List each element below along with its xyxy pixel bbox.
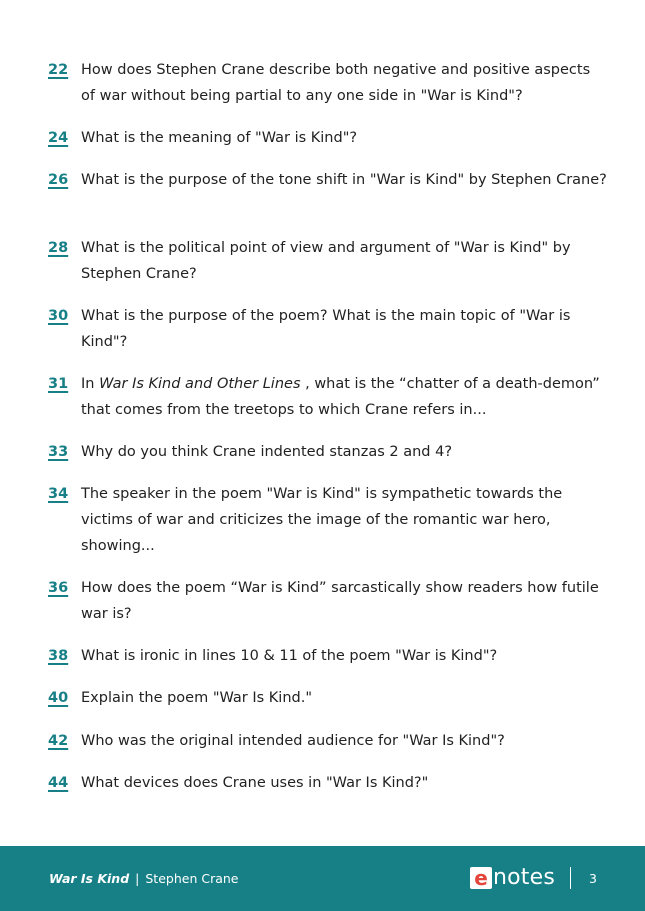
list-item bbox=[48, 643, 608, 669]
list-item bbox=[48, 685, 608, 711]
question-text: Why do you think Crane indented stanzas 2 and 4? bbox=[81, 444, 453, 460]
question-text: Who was the original intended audience for "War Is Kind"? bbox=[81, 733, 505, 749]
question-number-link[interactable]: 44 bbox=[48, 775, 69, 791]
question-number-link[interactable]: 30 bbox=[48, 308, 69, 324]
question-text: Explain the poem "War Is Kind." bbox=[81, 690, 313, 706]
question-remainder: , what is the “chatter of a death-demon” that comes from the treetops to which Crane refers in... bbox=[81, 376, 600, 418]
question-text: What is the political point of view and argument of "War is Kind" by Stephen Crane? bbox=[81, 240, 571, 282]
page-number: 3 bbox=[589, 871, 597, 886]
logo-wordmark: notes bbox=[493, 865, 556, 890]
question-number-link[interactable]: 40 bbox=[48, 690, 69, 706]
list-item bbox=[48, 770, 608, 796]
list-item bbox=[48, 125, 608, 151]
footer-title bbox=[49, 871, 238, 887]
question-text: What devices does Crane uses in "War Is Kind?" bbox=[81, 775, 429, 791]
question-text bbox=[81, 371, 608, 423]
question-prefix: In bbox=[81, 376, 100, 392]
list-item bbox=[48, 303, 608, 355]
logo-e-icon: e bbox=[470, 867, 492, 889]
question-number-link[interactable]: 26 bbox=[48, 172, 69, 188]
list-item bbox=[48, 439, 608, 465]
list-item bbox=[48, 481, 608, 559]
footer-author: Stephen Crane bbox=[145, 871, 239, 886]
list-item bbox=[48, 235, 608, 287]
list-item bbox=[48, 728, 608, 754]
book-title-italic: War Is Kind and Other Lines bbox=[99, 376, 301, 392]
question-number-link[interactable]: 34 bbox=[48, 486, 69, 502]
list-item bbox=[48, 167, 608, 193]
question-text: How does the poem “War is Kind” sarcastically show readers how futile war is? bbox=[81, 580, 599, 622]
list-item bbox=[48, 371, 608, 423]
question-number-link[interactable]: 36 bbox=[48, 580, 69, 596]
list-item bbox=[48, 575, 608, 627]
footer-divider bbox=[570, 867, 571, 889]
question-number-link[interactable]: 28 bbox=[48, 240, 69, 256]
enotes-logo bbox=[470, 864, 555, 892]
list-item bbox=[48, 57, 608, 109]
question-number-link[interactable]: 38 bbox=[48, 648, 69, 664]
question-text: What is the purpose of the poem? What is the main topic of "War is Kind"? bbox=[81, 308, 571, 350]
question-number-link[interactable]: 33 bbox=[48, 444, 69, 460]
question-number-link[interactable]: 42 bbox=[48, 733, 69, 749]
question-text: What is ironic in lines 10 & 11 of the poem "War is Kind"? bbox=[81, 648, 498, 664]
footer-book-title: War Is Kind bbox=[49, 871, 130, 886]
question-text: What is the purpose of the tone shift in "War is Kind" by Stephen Crane? bbox=[81, 172, 607, 188]
page-footer bbox=[0, 846, 645, 911]
question-number-link[interactable]: 22 bbox=[48, 62, 69, 78]
question-number-link[interactable]: 24 bbox=[48, 130, 69, 146]
question-text: What is the meaning of "War is Kind"? bbox=[81, 130, 358, 146]
question-text: The speaker in the poem "War is Kind" is sympathetic towards the victims of war and criticizes the image of the romantic war hero, showing... bbox=[81, 486, 563, 554]
footer-separator: | bbox=[135, 871, 140, 886]
question-text: How does Stephen Crane describe both negative and positive aspects of war without being partial to any one side in "War is Kind"? bbox=[81, 62, 591, 104]
question-number-link[interactable]: 31 bbox=[48, 376, 69, 392]
